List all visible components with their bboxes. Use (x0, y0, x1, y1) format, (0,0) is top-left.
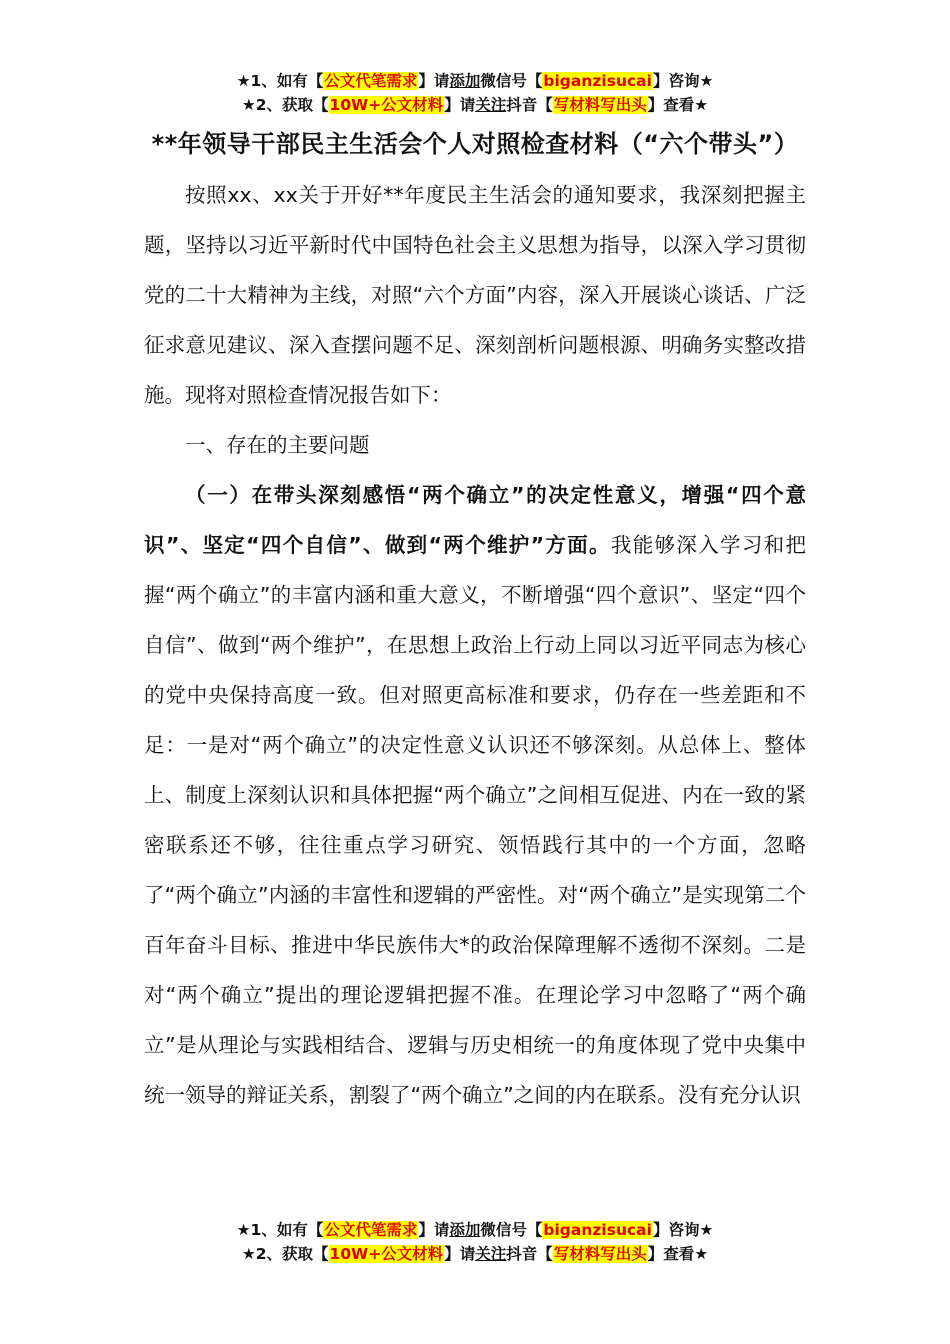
promo-line-1: ★1、如有【公文代笔需求】请添加微信号【biganzisucai】咨询★ (236, 72, 714, 90)
highlight-service: 公文代笔需求 (324, 1221, 418, 1239)
highlight-service: 公文代笔需求 (324, 72, 418, 90)
highlight-douyin-account: 写材料写出头 (553, 1245, 647, 1263)
document-body (144, 118, 806, 1120)
highlight-materials: 10W+公文材料 (329, 96, 444, 114)
item-1-heading: （一）在带头深刻感悟“两个确立”的决定性意义，增强“四个意识”、坚定“四个自信”、做到“两个维护”方面。 (144, 483, 806, 557)
intro-paragraph: 按照xx、xx关于开好**年度民主生活会的通知要求，我深刻把握主题，坚持以习近平新时代中国特色社会主义思想为指导，以深入学习贯彻党的二十大精神为主线，对照“六个方面”内容，深入开展谈心谈话、广泛征求意见建议、深入查摆问题不足、深刻剖析问题根源、明确务实整改措施。现将对照检查情况报告如下： (144, 183, 806, 407)
item-1-body: 我能够深入学习和把握“两个确立”的丰富内涵和重大意义，不断增强“四个意识”、坚定“四个自信”、做到“两个维护”，在思想上政治上行动上同以习近平同志为核心的党中央保持高度一致。但对照更高标准和要求，仍存在一些差距和不足：一是对“两个确立”的决定性意义认识还不够深刻。从总体上、整体上、制度上深刻认识和具体把握“两个确立”之间相互促进、内在一致的紧密联系还不够，往往重点学习研究、领悟践行其中的一个方面，忽略了“两个确立”内涵的丰富性和逻辑的严密性。对“两个确立”是实现第二个百年奋斗目标、推进中华民族伟大*的政治保障理解不透彻不深刻。二是对“两个确立”提出的理论逻辑把握不准。在理论学习中忽略了“两个确立”是从理论与实践相结合、逻辑与历史相统一的角度体现了党中央集中统一领导的辩证关系，割裂了“两个确立”之间的内在联系。没有充分认识 (144, 533, 807, 1107)
footer-promo-banner (0, 1218, 950, 1266)
highlight-materials: 10W+公文材料 (329, 1245, 444, 1263)
document-title: **年领导干部民主生活会个人对照检查材料（“六个带头”） (151, 130, 799, 158)
promo-line-2: ★2、获取【10W+公文材料】请关注抖音【写材料写出头】查看★ (241, 1245, 709, 1263)
promo-line-1: ★1、如有【公文代笔需求】请添加微信号【biganzisucai】咨询★ (236, 1221, 714, 1239)
item-1-paragraph (144, 470, 806, 1120)
header-promo-banner (0, 69, 950, 117)
highlight-wechat-id: biganzisucai (543, 72, 652, 90)
highlight-douyin-account: 写材料写出头 (553, 96, 647, 114)
section-heading: 一、存在的主要问题 (185, 433, 370, 457)
highlight-wechat-id: biganzisucai (543, 1221, 652, 1239)
promo-line-2: ★2、获取【10W+公文材料】请关注抖音【写材料写出头】查看★ (241, 96, 709, 114)
